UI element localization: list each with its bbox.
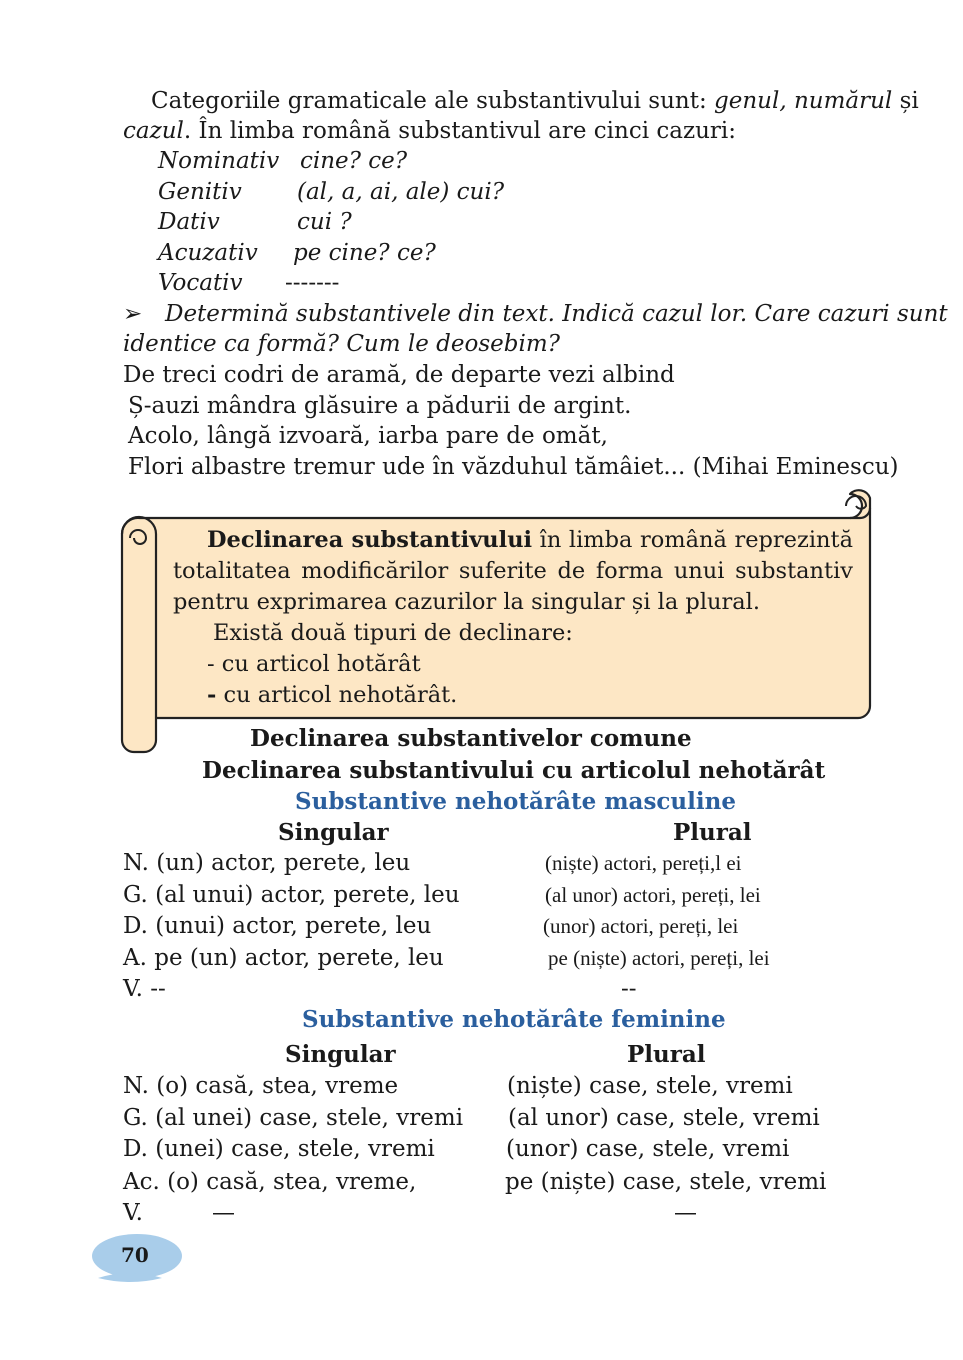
table-cell-singular: Ac. (o) casă, stea, vreme,	[123, 1169, 417, 1195]
table-cell-singular: D. (unei) case, stele, vremi	[123, 1136, 435, 1162]
table-cell-singular: V. --	[123, 976, 166, 1002]
table-cell-dash: —	[212, 1200, 235, 1226]
heading-declension-common: Declinarea substantivelor comune	[250, 725, 692, 752]
task-line-1	[123, 299, 948, 329]
table-cell-singular: D. (unui) actor, perete, leu	[123, 913, 432, 939]
definition-list-item: - cu articol hotărât	[207, 651, 421, 677]
column-header-plural: Plural	[627, 1041, 706, 1068]
heading-indefinite-article: Declinarea substantivului cu articolul nehotărât	[202, 757, 826, 784]
case-question: -------	[285, 270, 340, 296]
case-name: Acuzativ	[158, 240, 258, 266]
table-cell-plural: pe (niște) case, stele, vremi	[505, 1169, 827, 1195]
definition-list-text: cu articol nehotărât.	[216, 682, 458, 708]
table-cell-singular: G. (al unei) case, stele, vremi	[123, 1105, 464, 1131]
table-cell-plural: (al unor) actori, pereți, lei	[545, 883, 761, 907]
case-row	[158, 177, 505, 207]
poem-line: Ș-auzi mândra glăsuire a pădurii de argint.	[128, 393, 632, 419]
heading-masculine: Substantive nehotărâte masculine	[295, 788, 736, 815]
case-row	[158, 207, 352, 237]
page-number: 70	[121, 1243, 149, 1267]
definition-line-4: Există două tipuri de declinare:	[213, 620, 573, 646]
column-header-singular: Singular	[278, 819, 389, 846]
intro-line-2	[123, 116, 736, 146]
table-cell-plural: (niște) actori, pereți,l ei	[545, 851, 742, 875]
case-row	[158, 146, 408, 176]
case-row	[158, 238, 436, 268]
definition-text: în limba română reprezintă	[532, 527, 853, 553]
table-cell-singular: N. (o) casă, stea, vreme	[123, 1073, 399, 1099]
column-header-plural: Plural	[673, 819, 752, 846]
table-cell-singular: N. (un) actor, perete, leu	[123, 850, 411, 876]
case-name: Nominativ	[158, 148, 280, 174]
intro-italic-categories: genul, numărul	[714, 88, 893, 114]
table-cell-plural: (unor) actori, pereți, lei	[543, 914, 739, 938]
heading-feminine: Substantive nehotărâte feminine	[302, 1006, 726, 1033]
definition-term: Declinarea substantivului	[207, 527, 533, 553]
case-question: cui ?	[297, 209, 352, 235]
definition-line-3: pentru exprimarea cazurilor la singular și la plural.	[173, 589, 761, 615]
column-header-singular: Singular	[285, 1041, 396, 1068]
definition-line-2: totalitatea modificărilor suferite de forma unui substantiv	[173, 558, 853, 584]
case-question: cine? ce?	[300, 148, 408, 174]
case-name: Genitiv	[158, 179, 242, 205]
table-cell-plural: (unor) case, stele, vremi	[506, 1136, 790, 1162]
table-cell-plural: --	[621, 976, 637, 1002]
intro-line-1	[151, 86, 919, 116]
case-question: pe cine? ce?	[293, 240, 436, 266]
task-text: Determină substantivele din text. Indică cazul lor. Care cazuri sunt	[165, 301, 948, 327]
poem-line: Flori albastre tremur ude în văzduhul tămâiet... (Mihai Eminescu)	[128, 454, 899, 480]
intro-italic-caz: cazul	[123, 118, 184, 144]
case-name: Vocativ	[158, 270, 243, 296]
case-row	[158, 268, 340, 298]
poem-line: Acolo, lângă izvoară, iarba pare de omăt,	[128, 423, 608, 449]
table-cell-singular: G. (al unui) actor, perete, leu	[123, 882, 460, 908]
task-line-2: identice ca formă? Cum le deosebim?	[123, 331, 560, 357]
case-question: (al, a, ai, ale) cui?	[297, 179, 505, 205]
table-cell-plural: —	[674, 1200, 697, 1226]
table-cell-singular: V.	[123, 1200, 143, 1226]
table-cell-plural: (niște) case, stele, vremi	[507, 1073, 793, 1099]
intro-text-si: și	[892, 88, 919, 114]
table-cell-plural: pe (niște) actori, pereți, lei	[548, 946, 770, 970]
intro-text-2: . În limba română substantivul are cinci cazuri:	[183, 118, 737, 144]
table-cell-singular: A. pe (un) actor, perete, leu	[123, 945, 444, 971]
table-cell-plural: (al unor) case, stele, vremi	[508, 1105, 820, 1131]
arrow-bullet-icon: ➢	[123, 301, 143, 327]
poem-line: De treci codri de aramă, de departe vezi albind	[123, 362, 675, 388]
case-name: Dativ	[158, 209, 220, 235]
definition-list-item	[207, 680, 457, 711]
dash: -	[207, 682, 217, 708]
intro-text: Categoriile gramaticale ale substantivului sunt:	[151, 88, 715, 114]
definition-line-1	[173, 525, 853, 556]
